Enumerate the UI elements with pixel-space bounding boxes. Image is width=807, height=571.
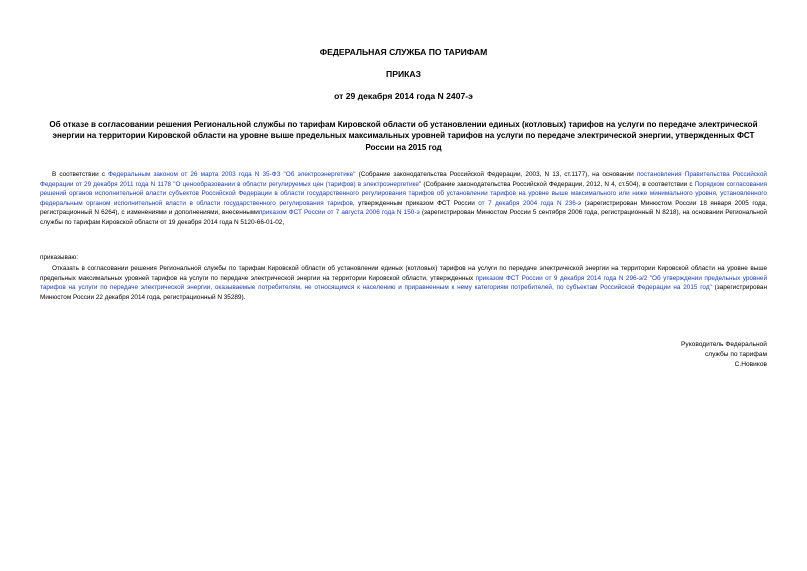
date-number-heading: от 29 декабря 2014 года N 2407-э xyxy=(334,91,473,101)
decision-text-2: (зарегистрирован Минюстом России 22 декабря 2014 года, регистрационный N 35289). xyxy=(40,284,767,301)
order-236-link[interactable]: от 7 декабря 2004 года N 236-э xyxy=(478,199,582,207)
preamble-text-3: (Собрание законодательства Российской Федерации, 2012, N 4, ст.504), в соответствии с xyxy=(421,180,695,188)
decision-text-1: Отказать в согласовании решения Региональной службы по тарифам Кировской области об установлении единых (котловых) тарифов на услуги по передаче электрической энергии на территории Кировской области на уровне выше предельных максимальных уровней тарифов на услуги по передаче электрической энергии на территории Кировской области, утвержденных xyxy=(40,265,767,282)
document-title: Об отказе в согласовании решения Региональной службы по тарифам Кировской области об установлении единых (котловых) тарифов на услуги по передаче электрической энергии на территории Кировской области на уровне выше предельных максимальных уровней тарифов на услуги по передаче электрической энергии, утвержденных ФСТ России на 2015 год xyxy=(49,120,758,152)
signature-position: Руководитель Федеральной xyxy=(681,341,767,348)
signature-agency: службы по тарифам xyxy=(704,350,767,358)
order-296-link[interactable]: приказом ФСТ России от 9 декабря 2014 года N 296-э/2 "Об утверждении предельных уровней тарифов на услуги по передаче электрической энергии, оказываемые потребителям, не относящимся к населению и приравненным к нему категориям потребителей, по субъектам Российской Федерации на 2015 год" xyxy=(40,274,768,291)
prikazyvayu-label: приказываю: xyxy=(40,254,78,261)
preamble-text-1: В соответствии с xyxy=(52,171,109,178)
preamble-text-5: (зарегистрирован Минюстом России 18 января 2005 года, регистрационный N 6264), с изменениями и дополнениями, внесенными xyxy=(40,199,767,216)
org-heading: ФЕДЕРАЛЬНАЯ СЛУЖБА ПО ТАРИФАМ xyxy=(319,47,488,57)
preamble-text-2: (Собрание законодательства Российской Федерации, 2003, N 13, ст.1177), на основании xyxy=(355,171,637,178)
signature-block xyxy=(681,340,767,369)
doc-type-heading: ПРИКАЗ xyxy=(386,69,421,79)
preamble-paragraph xyxy=(40,170,767,227)
decision-paragraph xyxy=(40,264,767,302)
signature-name: С.Новиков xyxy=(734,360,767,368)
procedure-link[interactable]: Порядком согласования решений органов исполнительной власти субъектов Российской Федерации в области государственного регулирования тарифов об установлении тарифов на уровне выше максимального или ниже минимального уровня, установленного федеральным органом исполнительной власти в области государственного регулирования тарифов xyxy=(40,180,767,207)
preamble-text-6: (зарегистрирован Минюстом России 5 сентября 2006 года, регистрационный N 8218), на основании Региональной службы по тарифам Кировской области от 19 декабря 2014 года N 5120-66-01-02, xyxy=(40,209,767,226)
preamble-text-4: , утвержденным приказом ФСТ России xyxy=(352,199,479,207)
government-resolution-link[interactable]: постановления Правительства Российской Федерации от 29 декабря 2011 года N 1178 "О ценообразовании в области регулируемых цен (тарифов) в электроэнергетике" xyxy=(40,171,767,188)
order-150-link[interactable]: приказом ФСТ России от 7 августа 2006 года N 150-э xyxy=(258,209,420,216)
federal-law-link[interactable]: Федеральным законом от 26 марта 2003 года N 35-ФЗ "Об электроэнергетике" xyxy=(108,171,356,178)
